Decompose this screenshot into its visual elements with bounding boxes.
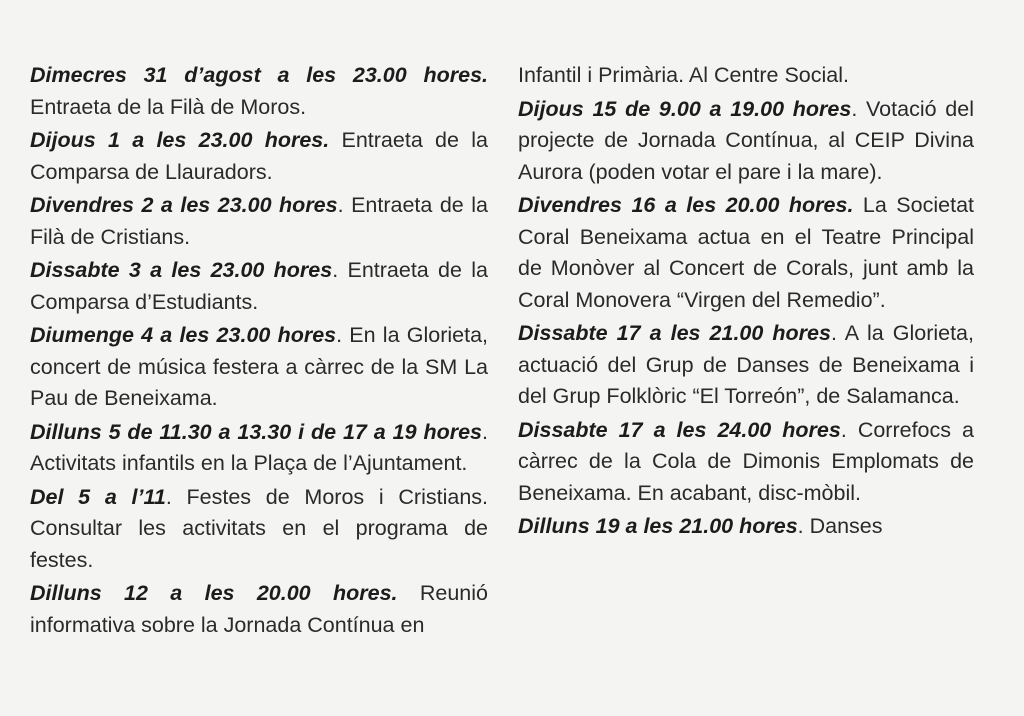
event-heading: Dissabte 17 a les 24.00 hores [518, 417, 841, 442]
event-heading: Dimecres 31 d’agost a les 23.00 hores. [30, 63, 488, 87]
event-description: Reunió informativa sobre la Jornada Contínua en [30, 581, 488, 637]
event-entry-continued [518, 60, 974, 92]
event-heading: Divendres 2 a les 23.00 hores [30, 193, 338, 217]
event-heading: Dissabte 3 a les 23.00 hores [30, 258, 333, 282]
event-description: . Entraeta de la Filà de Cristians. [30, 193, 488, 249]
event-entry [30, 482, 488, 577]
event-description: . A la Glorieta, actuació del Grup de Danses de Beneixama i del Grup Folklòric “El Torreón”, de Salamanca. [518, 321, 974, 408]
event-entry [518, 94, 974, 189]
event-entry [30, 417, 488, 480]
event-description: La Societat Coral Beneixama actua en el Teatre Principal de Monòver al Concert de Corals, junt amb la Coral Monovera “Virgen del Remedio”. [518, 193, 974, 312]
event-description: . Correfocs a càrrec de la Cola de Dimonis Emplomats de Beneixama. En acabant, disc-mòbil. [518, 417, 974, 505]
event-entry [30, 255, 488, 318]
event-description: Entraeta de la Comparsa de Llauradors. [30, 128, 488, 184]
event-heading: Del 5 a l’11 [30, 484, 166, 509]
event-entry [30, 320, 488, 415]
event-description: Infantil i Primària. Al Centre Social. [518, 63, 849, 87]
event-description: . Danses [797, 514, 883, 538]
event-description: . Festes de Moros i Cristians. Consultar les activitats en el programa de festes. [30, 484, 488, 572]
event-description: . Activitats infantils en la Plaça de l’Ajuntament. [30, 419, 488, 475]
event-entry [30, 190, 488, 253]
event-entry [518, 190, 974, 316]
event-heading: Dissabte 17 a les 21.00 hores [518, 321, 831, 345]
event-heading: Divendres 16 a les 20.00 hores. [518, 193, 854, 217]
event-entry [30, 125, 488, 188]
event-heading: Dilluns 5 de 11.30 a 13.30 i de 17 a 19 hores [30, 419, 483, 444]
left-column [30, 60, 488, 643]
right-column [518, 60, 974, 545]
event-heading: Dilluns 12 a les 20.00 hores. [30, 581, 398, 605]
event-entry [30, 578, 488, 641]
event-description: . Entraeta de la Comparsa d’Estudiants. [30, 258, 488, 314]
event-entry [30, 60, 488, 123]
event-entry [518, 415, 974, 510]
event-description: Entraeta de la Filà de Moros. [30, 94, 307, 119]
event-description: . Votació del projecte de Jornada Contínua, al CEIP Divina Aurora (poden votar el pare i la mare). [518, 96, 974, 184]
event-heading: Dijous 15 de 9.00 a 19.00 hores [518, 96, 852, 121]
event-entry [518, 511, 974, 543]
event-entry [518, 318, 974, 413]
event-description: . En la Glorieta, concert de música festera a càrrec de la SM La Pau de Beneixama. [30, 323, 489, 410]
event-heading: Diumenge 4 a les 23.00 hores [30, 323, 337, 347]
event-heading: Dijous 1 a les 23.00 hores. [30, 128, 330, 152]
event-heading: Dilluns 19 a les 21.00 hores [518, 514, 798, 538]
